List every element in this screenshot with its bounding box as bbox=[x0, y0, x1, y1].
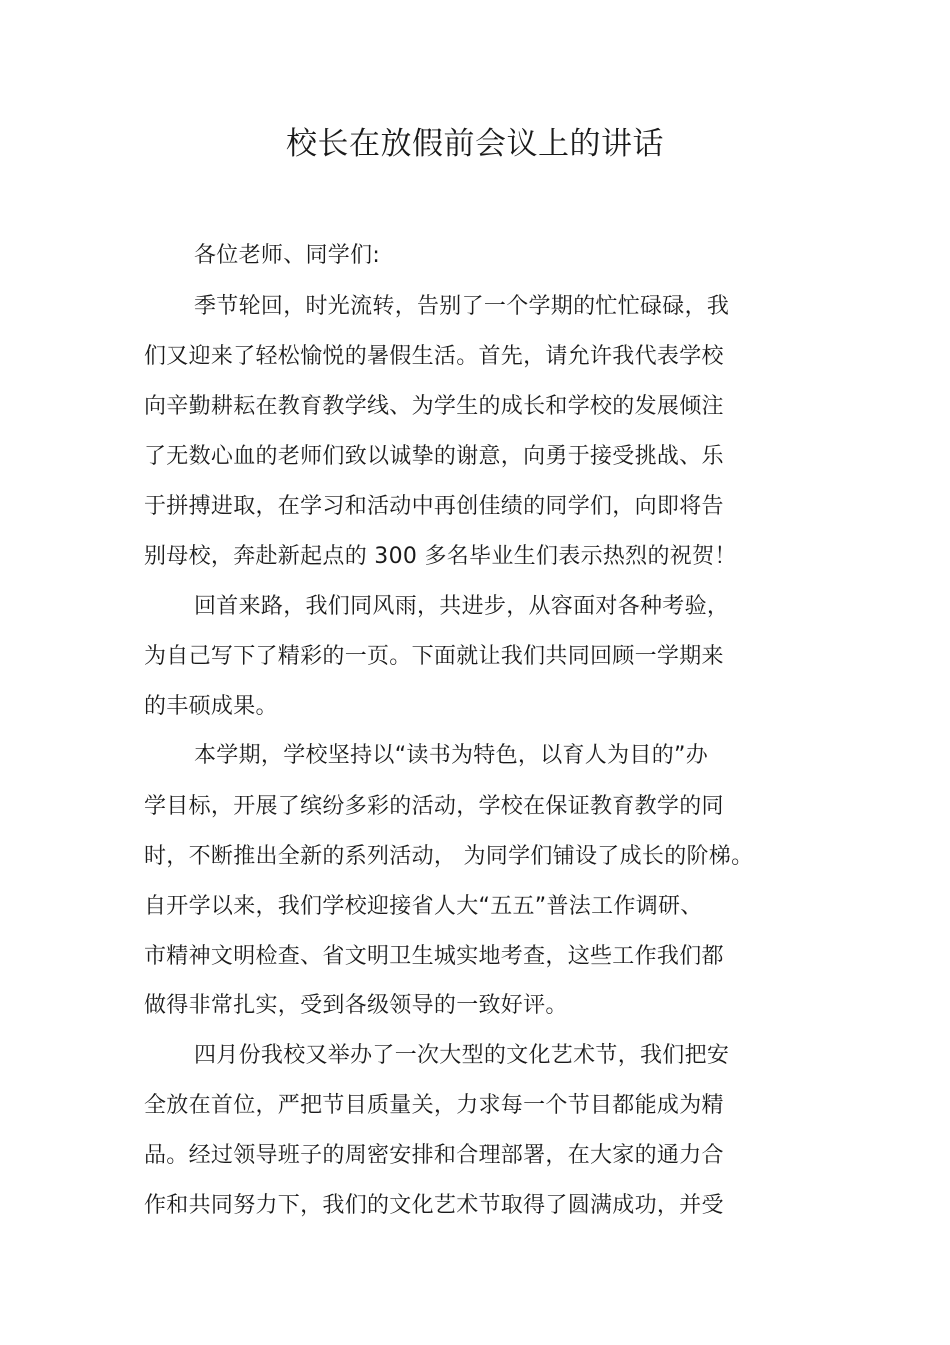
paragraph-line: 别母校，奔赴新起点的 300 多名毕业生们表示热烈的祝贺！ bbox=[144, 544, 737, 569]
paragraph-line: 做得非常扎实，受到各级领导的一致好评。 bbox=[144, 993, 568, 1018]
paragraph-line: 全放在首位，严把节目质量关，力求每一个节目都能成为精 bbox=[144, 1093, 724, 1118]
paragraph-line: 的丰硕成果。 bbox=[144, 694, 278, 719]
paragraph-line: 了无数心血的老师们致以诚挚的谢意，向勇于接受挑战、乐 bbox=[144, 444, 724, 469]
paragraph-line: 四月份我校又举办了一次大型的文化艺术节，我们把安 bbox=[194, 1043, 730, 1068]
paragraph-line: 为自己写下了精彩的一页。下面就让我们共同回顾一学期来 bbox=[144, 644, 724, 669]
paragraph-line: 季节轮回，时光流转，告别了一个学期的忙忙碌碌，我 bbox=[194, 294, 730, 319]
paragraph-line: 市精神文明检查、省文明卫生城实地考查，这些工作我们都 bbox=[144, 944, 724, 969]
paragraph-line: 本学期，学校坚持以“读书为特色，以育人为目的”办 bbox=[194, 743, 708, 768]
paragraph-line: 们又迎来了轻松愉悦的暑假生活。首先，请允许我代表学校 bbox=[144, 344, 724, 369]
paragraph-line: 作和共同努力下，我们的文化艺术节取得了圆满成功，并受 bbox=[144, 1193, 724, 1218]
paragraph-line: 学目标，开展了缤纷多彩的活动，学校在保证教育教学的同 bbox=[144, 794, 724, 819]
paragraph-line: 时，不断推出全新的系列活动， 为同学们铺设了成长的阶梯。 bbox=[144, 844, 754, 869]
paragraph-line: 向辛勤耕耘在教育教学线、为学生的成长和学校的发展倾注 bbox=[144, 394, 724, 419]
paragraph-line: 品。经过领导班子的周密安排和合理部署，在大家的通力合 bbox=[144, 1143, 724, 1168]
document-title: 校长在放假前会议上的讲话 bbox=[286, 126, 664, 162]
paragraph-line: 回首来路，我们同风雨，共进步，从容面对各种考验， bbox=[194, 594, 730, 619]
salutation: 各位老师、同学们: bbox=[194, 243, 381, 268]
paragraph-line: 于拼搏进取，在学习和活动中再创佳绩的同学们，向即将告 bbox=[144, 494, 724, 519]
paragraph-line: 自开学以来，我们学校迎接省人大“五五”普法工作调研、 bbox=[144, 894, 703, 919]
